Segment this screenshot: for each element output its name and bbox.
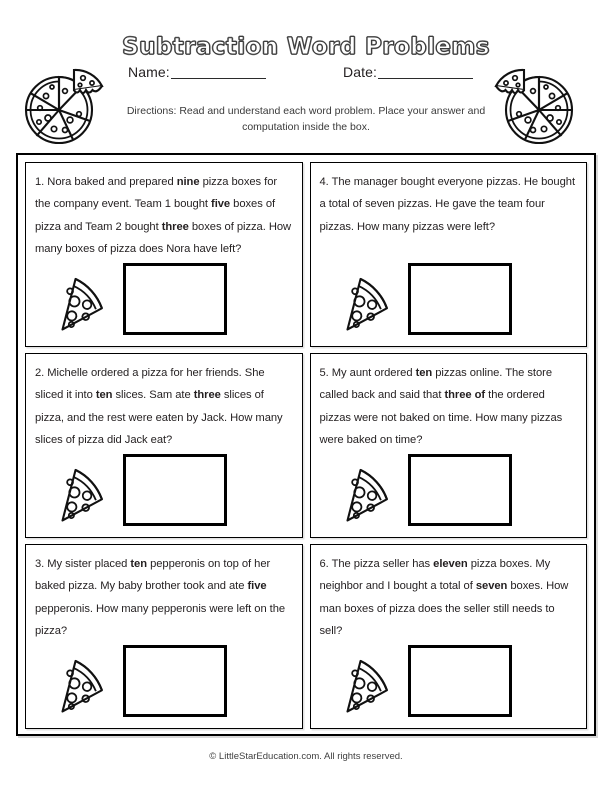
- problem-keyword: seven: [475, 580, 508, 593]
- problem-text-run: boxes of pizza and Team 2 bought: [35, 198, 276, 233]
- footer-copyright: © LittleStarEducation.com. All rights reserved.: [209, 751, 403, 762]
- pizza-slice-icon: [328, 461, 394, 527]
- answer-row: [35, 260, 294, 340]
- problem-keyword: three of: [444, 389, 486, 402]
- answer-box[interactable]: [408, 454, 512, 526]
- problem-cell: [25, 162, 303, 347]
- problem-text-run: pizza boxes. My neighbor and I bought a total of: [319, 558, 551, 593]
- pizza-slice-icon: [43, 652, 109, 718]
- problem-keyword: five: [247, 580, 267, 593]
- problem-cell: [25, 353, 303, 538]
- problem-text-run: pizza boxes for the company event. Team 1 bought: [35, 176, 278, 211]
- pizza-slice-icon: [43, 461, 109, 527]
- pizza-slice-icon: [43, 270, 109, 336]
- name-input-line[interactable]: [171, 66, 266, 79]
- problem-text-run: pepperonis. How many pepperonis were left on the pizza?: [35, 602, 286, 637]
- problem-text-run: slices of pizza, and the rest were eaten by Jack. How many slices of pizza did Jack eat?: [35, 389, 283, 446]
- pizza-slice-icon: [328, 270, 394, 336]
- problem-keyword: nine: [176, 176, 200, 188]
- problem-keyword: ten: [130, 558, 148, 570]
- problem-text-run: 3. My sister placed: [35, 558, 131, 570]
- answer-box[interactable]: [123, 263, 227, 335]
- problem-text-run: boxes of pizza. How many boxes of pizza does Nora have left?: [35, 220, 292, 255]
- name-date-row: [128, 64, 488, 86]
- problem-keyword: five: [211, 198, 231, 211]
- answer-row: [320, 451, 579, 531]
- problem-keyword: ten: [415, 367, 433, 379]
- pizza-whole-right-icon: [488, 58, 580, 148]
- problem-text-run: slices. Sam ate: [112, 389, 194, 402]
- directions-text: Directions: Read and understand each word problem. Place your answer and computation inside the box.: [126, 105, 486, 133]
- answer-row: [320, 642, 579, 722]
- problem-text-run: 1. Nora baked and prepared: [35, 176, 177, 188]
- problem-grid: [25, 162, 587, 729]
- name-label: Name:: [128, 64, 170, 80]
- answer-box[interactable]: [123, 645, 227, 717]
- problem-keyword: eleven: [433, 558, 468, 570]
- answer-row: [320, 260, 579, 340]
- problem-text-run: pizzas online. The store called back and said that: [319, 367, 553, 402]
- problem-text: [320, 171, 579, 238]
- pizza-slice-icon: [328, 652, 394, 718]
- problem-cell: [310, 162, 588, 347]
- answer-box[interactable]: [408, 645, 512, 717]
- problem-text-run: boxes. How man boxes of pizza does the seller still needs to sell?: [319, 580, 569, 637]
- problem-keyword: three: [161, 220, 189, 233]
- problem-keyword: three: [193, 389, 221, 402]
- problem-text: [320, 362, 579, 451]
- problem-text: [35, 171, 294, 260]
- problem-text-run: 5. My aunt ordered: [319, 367, 416, 379]
- problem-cell: [310, 544, 588, 729]
- problem-text-run: 2. Michelle ordered a pizza for her friends. She sliced it into: [35, 367, 265, 402]
- date-label: Date:: [343, 64, 377, 80]
- page-title: [0, 34, 612, 60]
- problem-text: [35, 362, 294, 451]
- answer-box[interactable]: [408, 263, 512, 335]
- answer-row: [35, 451, 294, 531]
- pizza-whole-left-icon: [18, 58, 110, 148]
- name-field[interactable]: [128, 64, 266, 80]
- page-title-text: Subtraction Word Problems: [122, 34, 490, 60]
- worksheet-header: [0, 0, 612, 152]
- date-input-line[interactable]: [378, 66, 473, 79]
- problem-cell: [310, 353, 588, 538]
- problem-text-run: 4. The manager bought everyone pizzas. He bought a total of seven pizzas. He gave the team four pizzas. How many pizzas were left?: [319, 176, 575, 233]
- problem-cell: [25, 544, 303, 729]
- problem-text-run: pepperonis on top of her baked pizza. My baby brother took and ate: [35, 558, 271, 593]
- answer-row: [35, 642, 294, 722]
- worksheet-frame: [16, 153, 596, 736]
- problem-text: [35, 553, 294, 642]
- problem-text: [320, 553, 579, 642]
- problem-keyword: ten: [95, 389, 113, 402]
- answer-box[interactable]: [123, 454, 227, 526]
- problem-text-run: the ordered pizzas were not baked on time. How many pizzas were baked on time?: [319, 389, 563, 446]
- date-field[interactable]: [343, 64, 473, 80]
- problem-text-run: 6. The pizza seller has: [319, 558, 434, 570]
